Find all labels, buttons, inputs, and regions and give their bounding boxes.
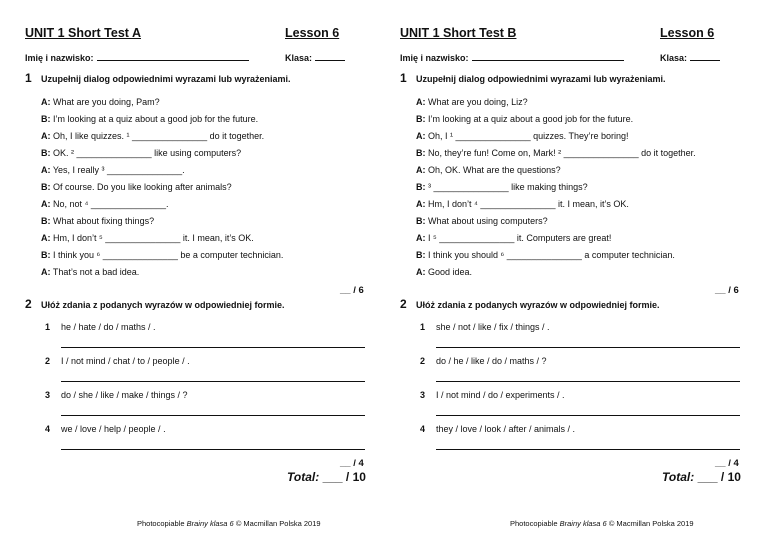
item-number: 4 [420,424,426,434]
section-2-title: Ułóż zdania z podanych wyrazów w odpowiedniej formie. [416,300,660,310]
lesson-label: Lesson 6 [660,26,715,40]
name-blank [97,51,249,61]
answer-line [436,449,740,450]
dialog-line: B: What about using computers? [416,216,548,226]
total-label: Total: [662,470,695,484]
section-2-score: __ / 4 [715,458,739,469]
section-2-number: 2 [25,297,32,311]
dialog-line: B: I’m looking at a quiz about a good job for the future. [416,114,634,124]
test-b-page [400,0,760,543]
dialog-line: A: Hm, I don’t ⁵ _______________ it. I mean, it’s OK. [41,233,254,243]
item-prompt: do / she / like / make / things / ? [61,390,188,400]
dialog-line: B: OK. ² _______________ like using computers? [41,148,242,158]
item-prompt: I / not mind / do / experiments / . [436,390,565,400]
dialog-line: B: I think you ⁶ _______________ be a computer technician. [41,250,284,260]
total-score [662,470,741,484]
test-title: UNIT 1 Short Test B [400,26,517,40]
section-2-title: Ułóż zdania z podanych wyrazów w odpowiedniej formie. [41,300,285,310]
dialog-line: B: What about fixing things? [41,216,155,226]
section-1-number: 1 [25,71,32,85]
dialog-line: A: What are you doing, Liz? [416,97,528,107]
answer-line [61,381,365,382]
dialog-line: A: I ⁵ _______________ it. Computers are great! [416,233,612,243]
item-prompt: I / not mind / chat / to / people / . [61,356,190,366]
total-value: ___ / 10 [697,470,741,484]
total-value: ___ / 10 [322,470,366,484]
item-number: 3 [45,390,51,400]
name-field [400,51,624,63]
test-title: UNIT 1 Short Test A [25,26,141,40]
answer-line [61,347,365,348]
section-1-title: Uzupełnij dialog odpowiednimi wyrazami lub wyrażeniami. [416,74,666,84]
answer-line [436,415,740,416]
section-2-number: 2 [400,297,407,311]
item-number: 2 [420,356,426,366]
section-1-score: __ / 6 [340,285,364,296]
class-field [660,51,720,63]
item-number: 1 [45,322,51,332]
dialog-line: B: Of course. Do you like looking after animals? [41,182,232,192]
name-label: Imię i nazwisko: [25,53,94,63]
answer-line [61,449,365,450]
item-prompt: they / love / look / after / animals / . [436,424,576,434]
name-label: Imię i nazwisko: [400,53,469,63]
dialog-line: B: I’m looking at a quiz about a good job for the future. [41,114,259,124]
dialog-line: B: ³ _______________ like making things? [416,182,588,192]
item-prompt: we / love / help / people / . [61,424,166,434]
dialog-line: A: No, not ⁴ _______________. [41,199,169,209]
answer-line [436,347,740,348]
name-blank [472,51,624,61]
class-label: Klasa: [660,53,688,63]
section-1-number: 1 [400,71,407,85]
item-number: 3 [420,390,426,400]
item-number: 4 [45,424,51,434]
lesson-label: Lesson 6 [285,26,340,40]
dialog-line: A: Oh, OK. What are the questions? [416,165,561,175]
class-blank [315,51,345,61]
section-1-score: __ / 6 [715,285,739,296]
dialog-line: A: Hm, I don’t ⁴ _______________ it. I mean, it’s OK. [416,199,629,209]
section-2-score: __ / 4 [340,458,364,469]
dialog-line: A: Oh, I like quizzes. ¹ _______________ do it together. [41,131,265,141]
name-field [25,51,249,63]
dialog-line: A: Good idea. [416,267,473,277]
dialog-line: A: Oh, I ¹ _______________ quizzes. They’re boring! [416,131,629,141]
dialog-line: A: That’s not a bad idea. [41,267,140,277]
dialog-line: B: I think you should ⁶ _______________ a computer technician. [416,250,675,260]
item-number: 1 [420,322,426,332]
item-prompt: he / hate / do / maths / . [61,322,156,332]
class-field [285,51,345,63]
item-prompt: do / he / like / do / maths / ? [436,356,547,366]
item-number: 2 [45,356,51,366]
dialog-line: A: What are you doing, Pam? [41,97,160,107]
class-blank [690,51,720,61]
answer-line [436,381,740,382]
footer-copyright: Photocopiable Brainy klasa 6 © Macmillan Polska 2019 [137,519,321,528]
dialog-line: B: No, they’re fun! Come on, Mark! ² _______________ do it together. [416,148,696,158]
class-label: Klasa: [285,53,313,63]
dialog-line: A: Yes, I really ³ _______________. [41,165,185,175]
total-score [287,470,366,484]
section-1-title: Uzupełnij dialog odpowiednimi wyrazami lub wyrażeniami. [41,74,291,84]
total-label: Total: [287,470,320,484]
answer-line [61,415,365,416]
footer-copyright: Photocopiable Brainy klasa 6 © Macmillan Polska 2019 [510,519,694,528]
test-a-page [25,0,385,543]
item-prompt: she / not / like / fix / things / . [436,322,550,332]
